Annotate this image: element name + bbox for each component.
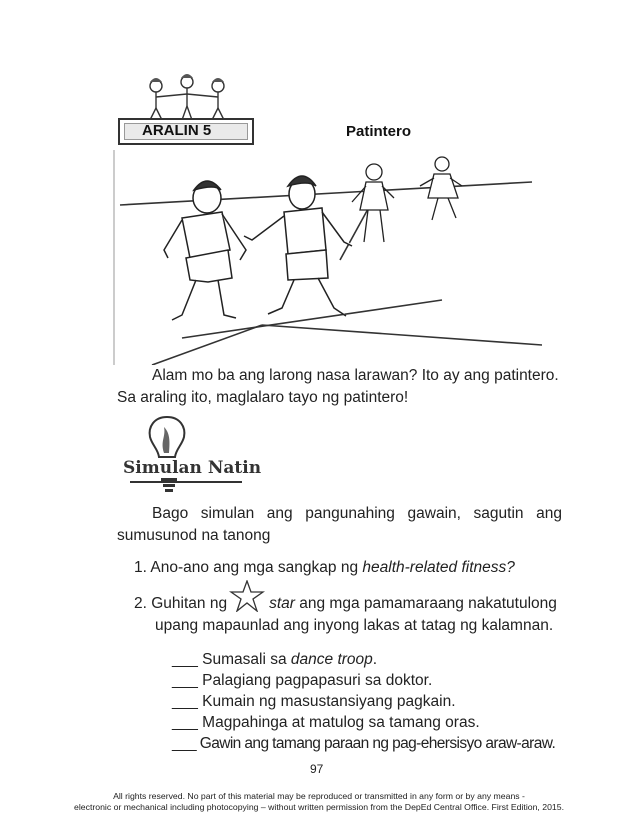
task-instruction-line-2: sumusunod na tanong (117, 527, 271, 544)
answer-blank[interactable]: ___ (172, 651, 198, 668)
question-2-italic: star (269, 595, 295, 612)
question-2-text-after: ang mga pamamaraang nakatutulong (294, 595, 557, 612)
intro-text-line-1: Alam mo ba ang larong nasa larawan? Ito ay ang patintero. (152, 367, 559, 384)
copyright-footer-line-1: All rights reserved. No part of this material may be reproduced or transmitted in any form or by any means - (113, 791, 525, 801)
star-icon (229, 580, 265, 612)
patintero-illustration (112, 150, 542, 365)
option-item: ___ Magpahinga at matulog sa tamang oras. (172, 714, 480, 731)
question-2-number: 2. (134, 595, 147, 612)
copyright-footer-line-2: electronic or mechanical including photocopying – without written permission from the DepEd Central Office. First Edition, 2015. (74, 802, 564, 812)
light-bulb-icon (142, 413, 192, 463)
task-instruction-line-1: Bago simulan ang pangunahing gawain, sagutin ang (152, 505, 562, 522)
answer-blank[interactable]: ___ (172, 735, 197, 752)
question-2-text: Guhitan ng (151, 595, 228, 612)
lesson-label-box (118, 118, 254, 145)
option-item: ___ Kumain ng masustansiyang pagkain. (172, 693, 456, 710)
answer-blank[interactable]: ___ (172, 693, 198, 710)
intro-text-line-2: Sa araling ito, maglalaro tayo ng patintero! (117, 389, 409, 406)
section-title: Simulan Natin (123, 458, 262, 478)
option-item: ___ Gawin ang tamang paraan ng pag-ehersisyo araw-araw. (172, 735, 556, 752)
question-2 (134, 593, 557, 615)
question-1-number: 1. (134, 559, 147, 576)
page-number: 97 (310, 762, 324, 776)
question-1-italic: health-related fitness? (362, 559, 515, 576)
question-1-text: Ano-ano ang mga sangkap ng (150, 559, 363, 576)
lesson-title: Patintero (346, 123, 412, 140)
lesson-label: ARALIN 5 (142, 122, 212, 139)
option-item: ___ Palagiang pagpapasuri sa doktor. (172, 672, 433, 689)
answer-blank[interactable]: ___ (172, 714, 198, 731)
section-title-underline (130, 481, 242, 483)
question-1 (134, 557, 515, 579)
answer-blank[interactable]: ___ (172, 672, 198, 689)
children-holding-hands-icon (142, 72, 232, 122)
question-2-continuation: upang mapaunlad ang inyong lakas at tatag ng kalamnan. (155, 617, 554, 634)
stack-icon (160, 476, 178, 496)
option-item: ___ Sumasali sa dance troop. (172, 651, 378, 668)
